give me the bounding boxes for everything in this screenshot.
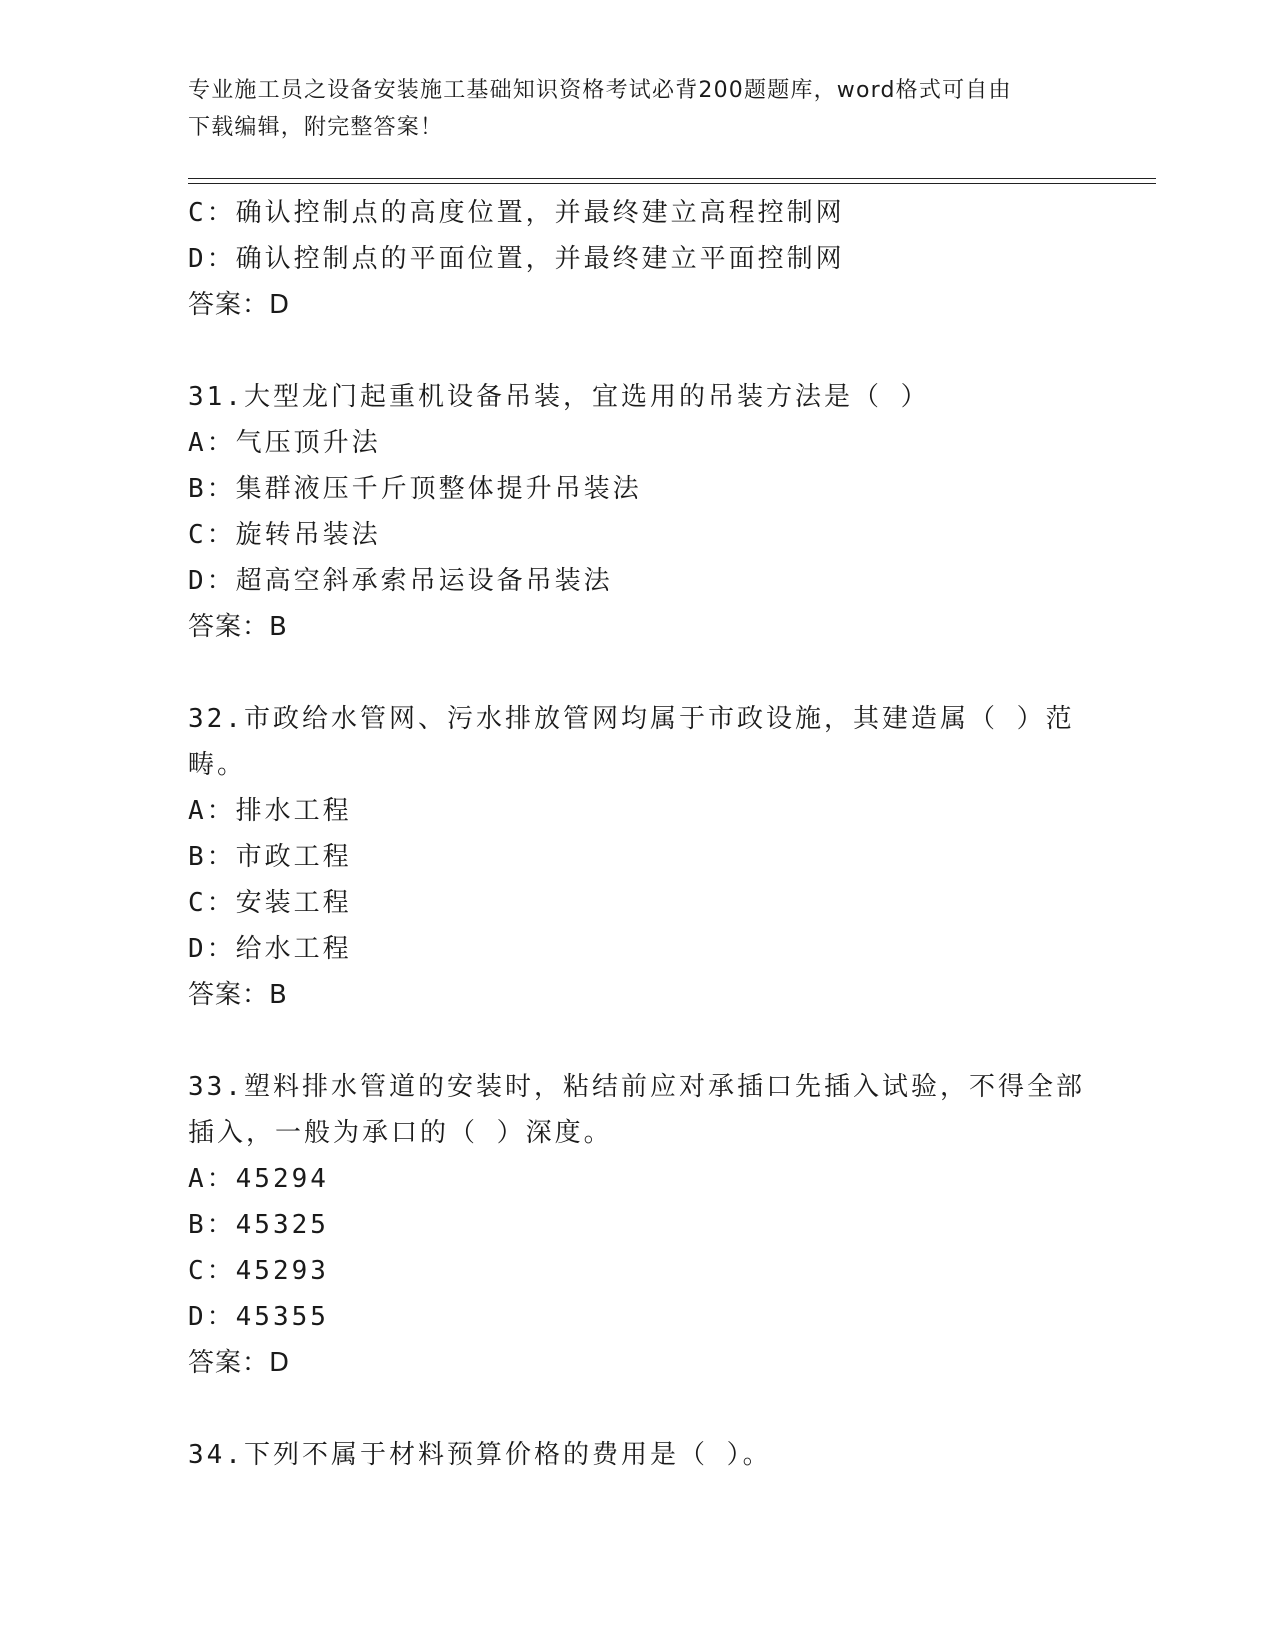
question-stem: 32.市政给水管网、污水排放管网均属于市政设施，其建造属（ ）范	[188, 704, 1075, 734]
question-block-30	[188, 190, 1148, 328]
option-d: D：给水工程	[188, 934, 352, 964]
option-d: D：45355	[188, 1302, 329, 1332]
document-header	[188, 72, 1088, 146]
option-b: B：市政工程	[188, 842, 352, 872]
question-stem-continued: 畴。	[188, 750, 247, 780]
question-stem: 33.塑料排水管道的安装时，粘结前应对承插口先插入试验，不得全部	[188, 1072, 1085, 1102]
question-block-33	[188, 1064, 1148, 1386]
answer-line: 答案：D	[188, 290, 291, 320]
answer-line: 答案：B	[188, 612, 288, 642]
option-c: C：45293	[188, 1256, 329, 1286]
header-divider-top	[188, 178, 1156, 179]
option-c: C：旋转吊装法	[188, 520, 381, 550]
answer-line: 答案：B	[188, 980, 288, 1010]
option-b: B：45325	[188, 1210, 329, 1240]
spacer	[188, 328, 1148, 374]
answer-line: 答案：D	[188, 1348, 291, 1378]
spacer	[188, 1386, 1148, 1432]
option-b: B：集群液压千斤顶整体提升吊装法	[188, 474, 642, 504]
option-d: D：确认控制点的平面位置，并最终建立平面控制网	[188, 244, 845, 274]
spacer	[188, 1018, 1148, 1064]
question-stem: 31.大型龙门起重机设备吊装，宜选用的吊装方法是（ ）	[188, 382, 930, 412]
question-block-32	[188, 696, 1148, 1018]
option-a: A：45294	[188, 1164, 329, 1194]
option-a: A：气压顶升法	[188, 428, 381, 458]
option-d: D：超高空斜承索吊运设备吊装法	[188, 566, 613, 596]
question-block-34	[188, 1432, 1148, 1478]
spacer	[188, 650, 1148, 696]
option-c: C：安装工程	[188, 888, 352, 918]
header-line-1: 专业施工员之设备安装施工基础知识资格考试必背200题题库，word格式可自由	[188, 78, 1012, 103]
question-list	[188, 190, 1148, 1478]
header-line-2: 下载编辑，附完整答案！	[188, 115, 444, 140]
question-stem: 34.下列不属于材料预算价格的费用是（ ）。	[188, 1440, 772, 1470]
question-stem-continued: 插入，一般为承口的（ ）深度。	[188, 1118, 613, 1148]
header-divider-bottom	[188, 183, 1156, 184]
option-a: A：排水工程	[188, 796, 352, 826]
question-block-31	[188, 374, 1148, 650]
option-c: C：确认控制点的高度位置，并最终建立高程控制网	[188, 198, 845, 228]
